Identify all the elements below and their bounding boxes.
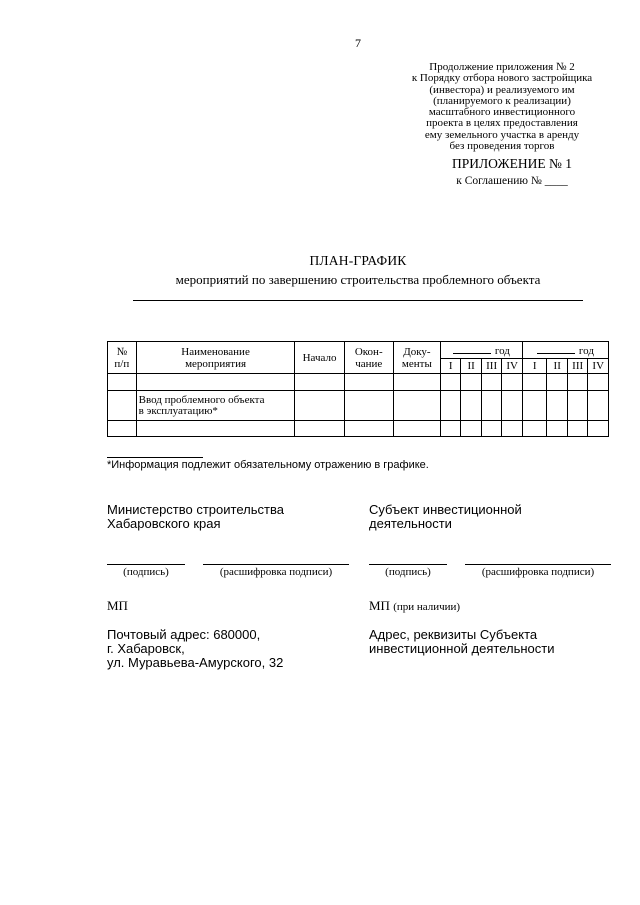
right-signature-label: (подпись) <box>385 566 431 578</box>
appendix-line: без проведения торгов <box>449 140 555 153</box>
table-row <box>108 374 609 391</box>
left-signature-label: (подпись) <box>123 566 169 578</box>
left-party-org: Министерство строительства Хабаровского края <box>107 502 284 531</box>
appendix-line: ему земельного участка в аренду <box>424 128 580 141</box>
appendix-continuation <box>396 62 608 152</box>
quarter-label: II <box>547 359 567 374</box>
title-underline <box>133 300 583 301</box>
appendix-line: (планируемого к реализации) <box>433 94 571 107</box>
quarter-label: IV <box>588 359 609 374</box>
document-title: ПЛАН-ГРАФИК <box>309 253 407 268</box>
page-number: 7 <box>355 36 361 50</box>
right-signature-line <box>369 564 447 565</box>
right-decode-line <box>465 564 611 565</box>
left-address: Почтовый адрес: 680000, г. Хабаровск, ул. Муравьева-Амурского, 32 <box>107 627 284 670</box>
appendix-line: проекта в целях предоставления <box>426 117 578 130</box>
quarter-label: III <box>481 359 501 374</box>
appendix-line: к Порядку отбора нового застройщика <box>411 72 593 85</box>
appendix-line: масштабного инвестиционного <box>428 106 576 119</box>
document-subtitle: мероприятий по завершению строительства проблемного объекта <box>175 272 541 287</box>
right-decode-label: (расшифровка подписи) <box>481 566 595 578</box>
quarter-label: IV <box>502 359 522 374</box>
appendix-title: ПРИЛОЖЕНИЕ № 1 <box>451 156 573 171</box>
header-year-2: год <box>522 342 608 359</box>
right-address: Адрес, реквизиты Субъекта инвестиционной деятельности <box>369 627 555 656</box>
table-row <box>108 391 609 421</box>
left-decode-line <box>203 564 349 565</box>
appendix-line: Продолжение приложения № 2 <box>429 61 575 73</box>
header-name: Наименование мероприятия <box>136 342 295 374</box>
right-stamp-label: МП (при наличии) <box>369 598 461 613</box>
quarter-label: II <box>461 359 481 374</box>
footnote: *Информация подлежит обязательному отражению в графике. <box>107 459 429 471</box>
appendix-line: (инвестора) и реализуемого им <box>429 83 575 96</box>
quarter-label: III <box>567 359 587 374</box>
header-number: № п/п <box>108 342 137 374</box>
agreement-reference: к Соглашению № ____ <box>456 175 568 187</box>
header-end: Окон- чание <box>344 342 393 374</box>
footnote-rule <box>107 457 203 458</box>
left-stamp-label: МП <box>107 598 128 613</box>
schedule-table <box>107 341 609 437</box>
quarter-label: I <box>440 359 460 374</box>
right-party-org: Субъект инвестиционной деятельности <box>369 502 522 531</box>
table-row <box>108 421 609 437</box>
header-start: Начало <box>295 342 344 374</box>
task-name-cell: Ввод проблемного объекта в эксплуатацию* <box>136 391 295 421</box>
header-documents: Доку- менты <box>393 342 440 374</box>
left-decode-label: (расшифровка подписи) <box>219 566 333 578</box>
quarter-label: I <box>522 359 547 374</box>
left-signature-line <box>107 564 185 565</box>
header-year-1: год <box>440 342 522 359</box>
